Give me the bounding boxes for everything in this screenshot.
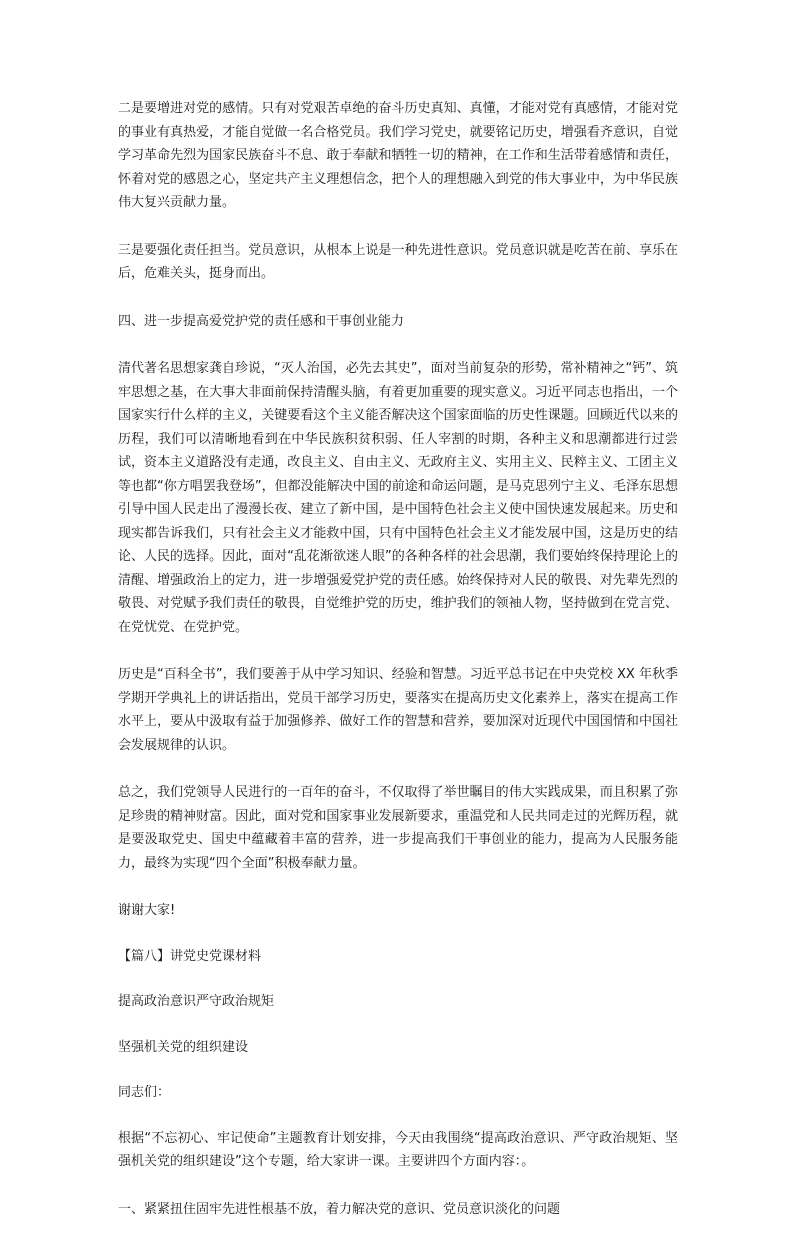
paragraph-introduction: 根据“不忘初心、牢记使命”主题教育计划安排，今天由我围绕“提高政治意识、严守政治规矩、坚强机关党的组织建设”这个专题，给大家讲一课。主要讲四个方面内容：。 — [118, 1130, 678, 1169]
section-heading-one: 一、紧紧扭住固牢先进性根基不放，着力解决党的意识、党员意识淡化的问题 — [118, 1201, 561, 1217]
paragraph-summary: 总之，我们党领导人民进行的一百年的奋斗，不仅取得了举世瞩目的伟大实践成果，而且积累了弥足珍贵的精神财富。因此，面对党和国家事业发展新要求，重温党和人民共同走过的光辉历程，就是要汲取党史、国史中蕴藏着丰富的营养，进一步提高我们干事创业的能力，提高为人民服务能力，最终为实现“四个全面”积极奉献力量。 — [118, 785, 678, 871]
lecture-title-line-2: 坚强机关党的组织建设 — [118, 1039, 249, 1055]
paragraph-responsibility: 三是要强化责任担当。党员意识，从根本上说是一种先进性意识。党员意识就是吃苦在前、享乐在后，危难关头，挺身而出。 — [118, 242, 678, 281]
paragraph-feelings-for-party: 二是要增进对党的感情。只有对党艰苦卓绝的奋斗历史真知、真懂，才能对党有真感情，才能对党的事业有真热爱，才能自觉做一名合格党员。我们学习党史，就要铭记历史，增强看齐意识，自觉学习革命先烈为国家民族奋斗不息、敢于奉献和牺牲一切的精神，在工作和生活带着感情和责任，怀着对党的感恩之心，坚定共产主义理想信念，把个人的理想融入到党的伟大事业中，为中华民族伟大复兴贡献力量。 — [118, 101, 678, 210]
thanks-line: 谢谢大家! — [118, 903, 176, 918]
paragraph-encyclopedia: 历史是“百科全书”，我们要善于从中学习知识、经验和智慧。习近平总书记在中央党校 XX 年秋季学期开学典礼上的讲话指出，党员干部学习历史，要落实在提高历史文化素养上，落实在提高工作水平上，要从中汲取有益于加强修养、做好工作的智慧和营养，要加深对近现代中国国情和中国社会发展规律的认识。 — [118, 667, 678, 753]
section-heading-four: 四、进一步提高爱党护党的责任感和干事创业能力 — [118, 313, 405, 329]
salutation: 同志们： — [118, 1085, 171, 1100]
document-page — [118, 97, 678, 1245]
paragraph-history-and-theory: 清代著名思想家龚自珍说，“灭人治国，必先去其史”，面对当前复杂的形势，常补精神之“钙”、筑牢思想之基，在大事大非面前保持清醒头脑，有着更加重要的现实意义。习近平同志也指出，一个国家实行什么样的主义，关键要看这个主义能否解决这个国家面临的历史性课题。回顾近代以来的历程，我们可以清晰地看到在中华民族积贫积弱、任人宰割的时期，各种主义和思潮都进行过尝试，资本主义道路没有走通，改良主义、自由主义、无政府主义、实用主义、民粹主义、工团主义等也都“你方唱罢我登场”，但都没能解决中国的前途和命运问题，是马克思列宁主义、毛泽东思想引导中国人民走出了漫漫长夜、建立了新中国，是中国特色社会主义使中国快速发展起来。历史和现实都告诉我们，只有社会主义才能救中国，只有中国特色社会主义才能发展中国，这是历史的结论、人民的选择。因此，面对“乱花渐欲迷人眼”的各种各样的社会思潮，我们要始终保持理论上的清醒、增强政治上的定力，进一步增强爱党护党的责任感。始终保持对人民的敬畏、对先辈先烈的敬畏、对党赋予我们责任的敬畏，自觉维护党的历史，维护我们的领袖人物，坚持做到在党言党、在党忧党、在党护党。 — [118, 361, 678, 635]
lecture-title-line-1: 提高政治意识严守政治规矩 — [118, 994, 275, 1009]
chapter-title: 【篇八】讲党史党课材料 — [118, 948, 262, 964]
